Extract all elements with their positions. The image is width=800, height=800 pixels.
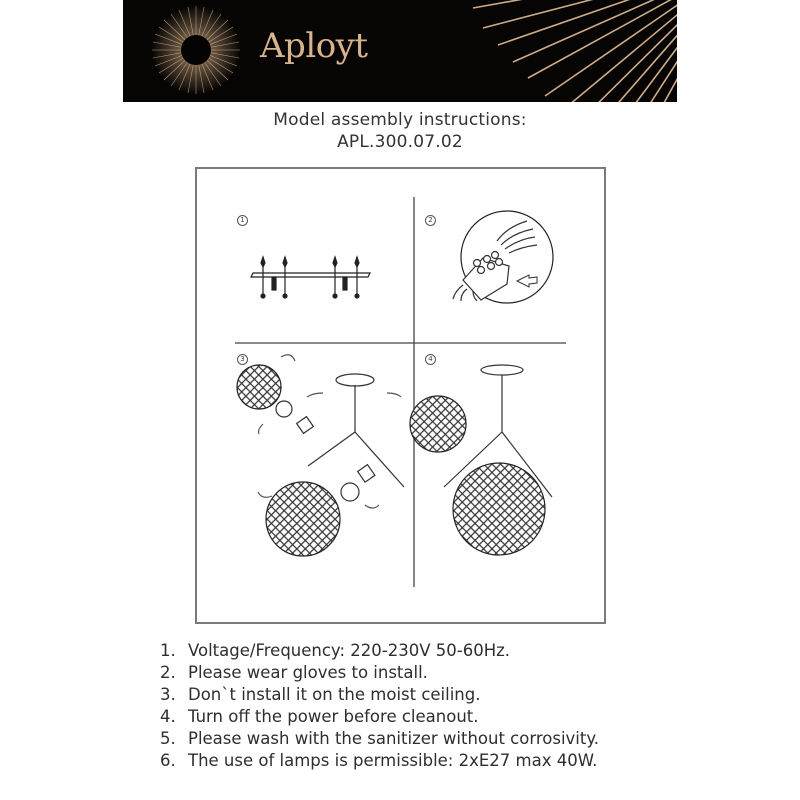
model-number: APL.300.07.02 <box>337 132 463 152</box>
step-1-badge: 1 <box>237 215 248 226</box>
note-text: The use of lamps is permissible: 2xE27 max 40W. <box>188 751 598 770</box>
install-bulbs-and-glass-shades-icon <box>237 355 404 556</box>
step-4-badge: 4 <box>425 354 436 365</box>
terminal-block-wiring-icon <box>453 211 553 303</box>
note-text: Turn off the power before cleanout. <box>188 707 479 726</box>
note-number: 3. <box>160 685 176 704</box>
note-text: Don`t install it on the moist ceiling. <box>188 685 481 704</box>
note-number: 1. <box>160 641 176 660</box>
list-item <box>160 728 599 750</box>
mounting-bar-with-screws-icon <box>251 257 370 298</box>
step-2-badge: 2 <box>425 215 436 226</box>
note-number: 4. <box>160 707 176 726</box>
note-number: 2. <box>160 663 176 682</box>
brand-banner <box>123 0 677 102</box>
note-number: 5. <box>160 729 176 748</box>
list-item <box>160 684 599 706</box>
safety-notes-list <box>160 640 599 772</box>
list-item <box>160 750 599 772</box>
assembled-fixture-icon <box>410 365 552 555</box>
list-item <box>160 662 599 684</box>
assembly-diagram <box>195 167 606 624</box>
sunburst-eclipse-icon <box>123 0 677 102</box>
brand-name: Aployt <box>260 26 368 66</box>
note-number: 6. <box>160 751 176 770</box>
note-text: Please wear gloves to install. <box>188 663 428 682</box>
note-text: Please wash with the sanitizer without corrosivity. <box>188 729 600 748</box>
list-item <box>160 640 599 662</box>
document-title: Model assembly instructions: <box>273 110 527 130</box>
note-text: Voltage/Frequency: 220-230V 50-60Hz. <box>188 641 511 660</box>
step-3-badge: 3 <box>237 354 248 365</box>
list-item <box>160 706 599 728</box>
